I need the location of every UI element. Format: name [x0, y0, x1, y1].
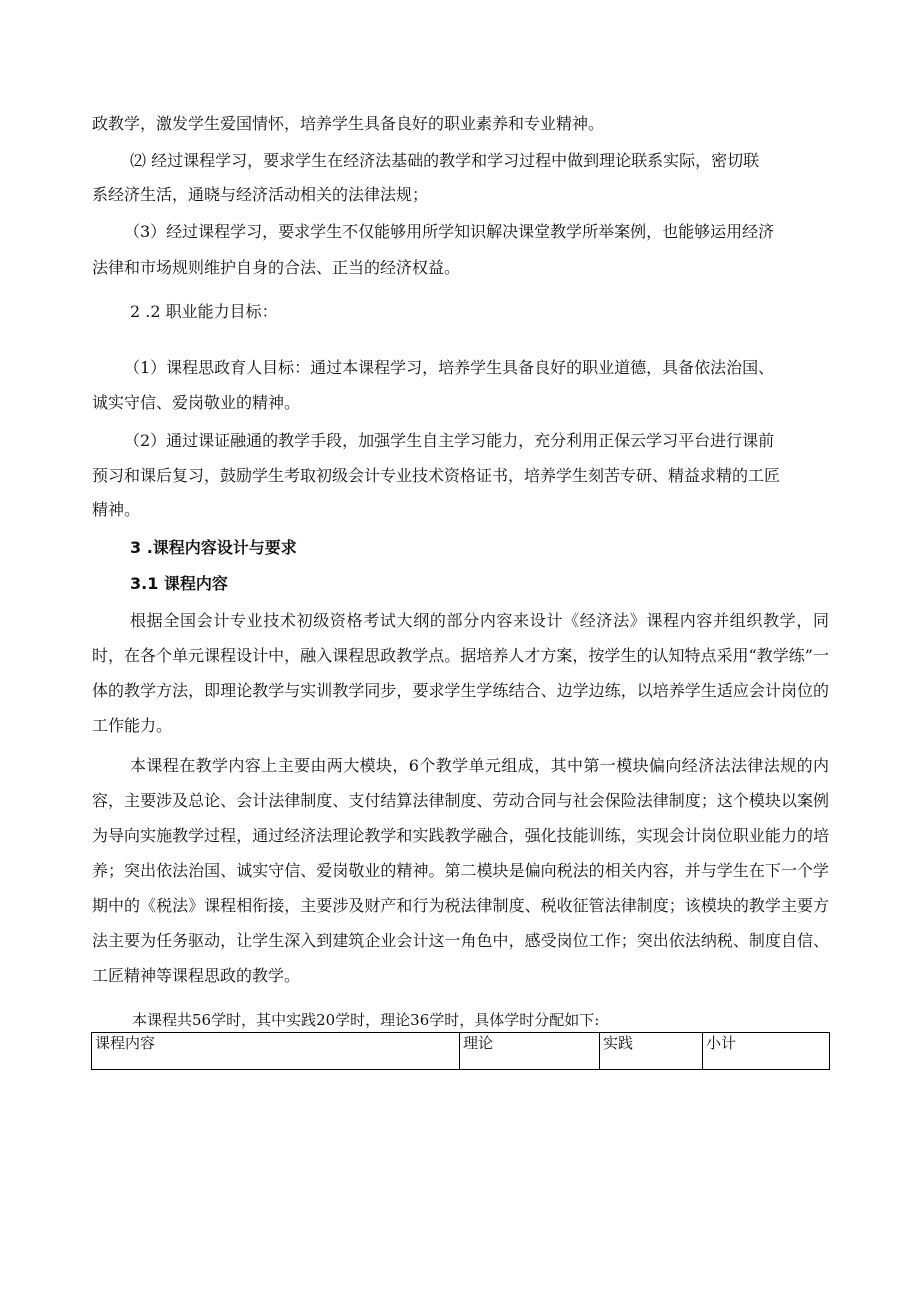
body-paragraph: 本课程在教学内容上主要由两大模块，6个教学单元组成，其中第一模块偏向经济法法律法规的内容，主要涉及总论、会计法律制度、支付结算法律制度、劳动合同与社会保险法律制度；这个模块以案例为导向实施教学过程，通过经济法理论教学和实践教学融合，强化技能训练，实现会计岗位职业能力的培养；突出依法治国、诚实守信、爱岗敬业的精神。第二模块是偏向税法的相关内容，并与学生在下一个学期中的《税法》课程相衔接，主要涉及财产和行为税法律制度、税收征管法律制度；该模块的教学主要方法主要为任务驱动，让学生深入到建筑企业会计这一角色中，感受岗位工作；突出依法纳税、制度自信、工匠精神等课程思政的教学。	[92, 756, 829, 985]
text-line: 诚实守信、爱岗敬业的精神。	[92, 393, 301, 412]
table-header-row	[92, 1033, 830, 1070]
text-line: ⑵ 经过课程学习，要求学生在经济法基础的教学和学习过程中做到理论联系实际，密切联	[130, 151, 760, 170]
table-header-cell: 实践	[600, 1033, 703, 1070]
body-paragraph: 根据全国会计专业技术初级资格考试大纲的部分内容来设计《经济法》课程内容并组织教学，同时，在各个单元课程设计中，融入课程思政教学点。据培养人才方案，按学生的认知特点采用“教学练”一体的教学方法，即理论教学与实训教学同步，要求学生学练结合、边学边练，以培养学生适应会计岗位的工作能力。	[92, 611, 829, 735]
subheading-2-2: 2 .2 职业能力目标：	[130, 302, 278, 321]
hours-table	[91, 1032, 830, 1070]
text-line: （2）通过课证融通的教学手段，加强学生自主学习能力，充分利用正保云学习平台进行课前	[124, 431, 775, 450]
table-header-cell: 理论	[460, 1033, 600, 1070]
text-line: 精神。	[92, 500, 141, 519]
text-line: （3）经过课程学习，要求学生不仅能够用所学知识解决课堂教学所举案例，也能够运用经济	[124, 222, 775, 241]
text-line: 政教学，激发学生爱国情怀，培养学生具备良好的职业素养和专业精神。	[92, 114, 605, 133]
section-3-heading: 3 .课程内容设计与要求	[130, 538, 297, 557]
table-header-cell: 课程内容	[92, 1033, 460, 1070]
text-line: 预习和课后复习，鼓励学生考取初级会计专业技术资格证书，培养学生刻苦专研、精益求精的工匠	[92, 466, 781, 485]
table-header-cell: 小计	[703, 1033, 830, 1070]
text-line: 法律和市场规则维护自身的合法、正当的经济权益。	[92, 258, 461, 277]
hours-summary: 本课程共56学时，其中实践20学时，理论36学时，具体学时分配如下:	[132, 1011, 600, 1029]
text-line: （1）课程思政育人目标：通过本课程学习，培养学生具备良好的职业道德，具备依法治国、	[124, 358, 775, 377]
section-3-1-heading: 3.1 课程内容	[130, 574, 228, 593]
text-line: 系经济生活，通晓与经济活动相关的法律法规；	[92, 185, 429, 204]
